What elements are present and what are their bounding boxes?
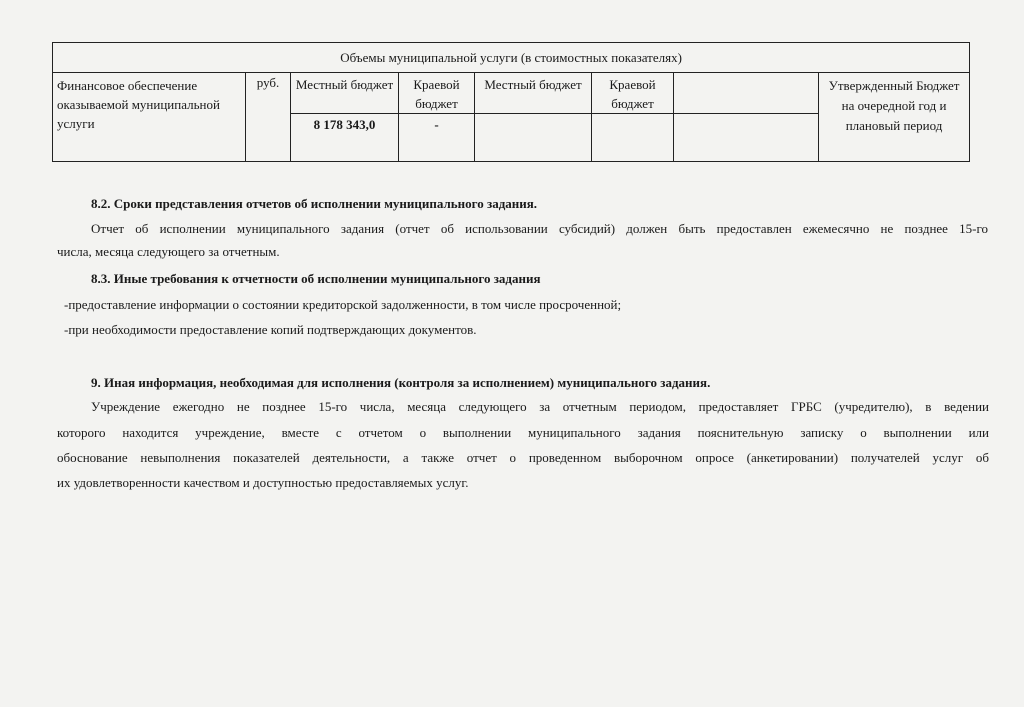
section-8-2-paragraph-end: числа, месяца следующего за отчетным. — [57, 244, 280, 259]
section-9-heading: 9. Иная информация, необходимая для исполнения (контроля за исполнением) муниципального задания. — [91, 375, 711, 390]
section-9-paragraph: Учреждение ежегодно не позднее 15-го числа, месяца следующего за отчетным периодом, предоставляет ГРБС (учредителю), в ведении — [91, 399, 989, 414]
section-8-2-heading: 8.2. Сроки представления отчетов об исполнении муниципального задания. — [91, 196, 538, 211]
column-header: Краевой бюджет — [592, 73, 674, 114]
section-9-paragraph: которого находится учреждение, вместе с отчетом о выполнении муниципального задания пояснительную записку о выполнении или — [57, 425, 989, 440]
unit-cell: руб. — [246, 73, 291, 162]
value-cell — [592, 114, 674, 162]
budget-table — [52, 42, 970, 162]
column-header: Краевой бюджет — [399, 73, 475, 114]
column-header: Местный бюджет — [475, 73, 592, 114]
column-header: Местный бюджет — [291, 73, 399, 114]
row-label: Финансовое обеспечение оказываемой муниципальной услуги — [53, 73, 246, 162]
section-8-3-item: -предоставление информации о состоянии кредиторской задолженности, в том числе просроченной; — [64, 297, 622, 312]
section-9-paragraph: обоснование невыполнения показателей деятельности, а также отчет о проведенном выборочном опросе (анкетировании) получателей услуг об — [57, 450, 989, 465]
table-title: Объемы муниципальной услуги (в стоимостных показателях) — [53, 43, 970, 73]
value-cell — [475, 114, 592, 162]
value-cell: 8 178 343,0 — [291, 114, 399, 162]
section-9-paragraph-end: их удовлетворенности качеством и доступностью предоставляемых услуг. — [57, 475, 469, 490]
column-header-approved: Утвержденный Бюджет на очередной год и плановый период — [819, 73, 970, 162]
column-header — [674, 73, 819, 114]
value-cell — [674, 114, 819, 162]
section-8-2-paragraph: Отчет об исполнении муниципального задания (отчет об использовании субсидий) должен быть предоставлен ежемесячно не позднее 15-го — [91, 221, 988, 236]
section-8-3-item: -при необходимости предоставление копий подтверждающих документов. — [64, 322, 477, 337]
section-8-3-heading: 8.3. Иные требования к отчетности об исполнении муниципального задания — [91, 271, 541, 286]
value-cell: - — [399, 114, 475, 162]
